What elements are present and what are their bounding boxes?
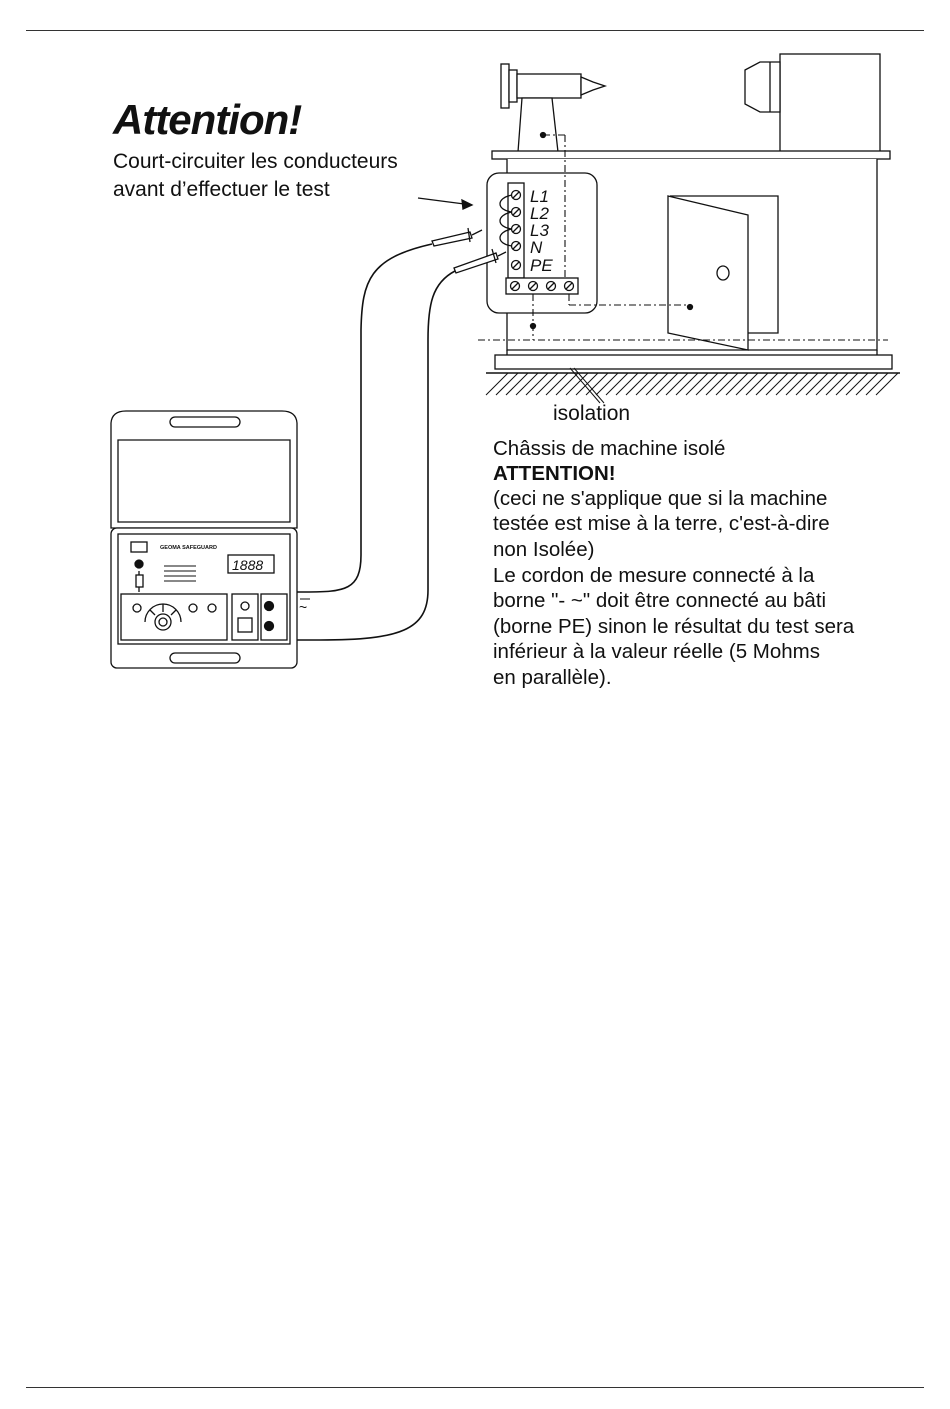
attention-title: Attention! [113, 96, 302, 143]
note-line-3: (ceci ne s'applique que si la machine [493, 487, 828, 510]
note-line-7: borne "- ~" doit être connecté au bâti [493, 589, 827, 612]
headstock-right [745, 54, 880, 152]
tester-brand: GEOMA SAFEGUARD [160, 545, 217, 551]
note-line-6: Le cordon de mesure connecté à la [493, 564, 815, 587]
warning-line-1: Court-circuiter les conducteurs [113, 150, 398, 173]
terminal-label-n: N [530, 238, 543, 257]
note-line-9: inférieur à la valeur réelle (5 Mohms [493, 640, 820, 663]
insulation-tester [111, 411, 297, 668]
note-line-10: en parallèle). [493, 666, 612, 689]
isolation-label: isolation [553, 402, 631, 425]
machine-bed [492, 151, 890, 159]
note-line-8: (borne PE) sinon le résultat du test sera [493, 615, 855, 638]
tailstock-left [501, 64, 605, 152]
insulating-base [495, 355, 892, 369]
note-line-2: ATTENTION! [493, 462, 616, 485]
terminal-label-l2: L2 [530, 204, 549, 223]
note-line-4: testée est mise à la terre, c'est-à-dire [493, 512, 830, 535]
terminal-label-l3: L3 [530, 221, 549, 240]
terminal-label-pe: PE [530, 256, 553, 275]
terminal-label-l1: L1 [530, 187, 549, 206]
note-line-5: non Isolée) [493, 538, 595, 561]
test-probe-upper [432, 228, 482, 246]
tester-display: 1888 [232, 557, 264, 573]
test-lead-lower [280, 271, 455, 640]
test-lead-upper [280, 244, 432, 592]
note-line-1: Châssis de machine isolé [493, 437, 726, 460]
terminal-symbol: ~ [299, 599, 308, 615]
ground-hatching [486, 373, 898, 395]
warning-line-2: avant d’effectuer le test [113, 178, 330, 201]
